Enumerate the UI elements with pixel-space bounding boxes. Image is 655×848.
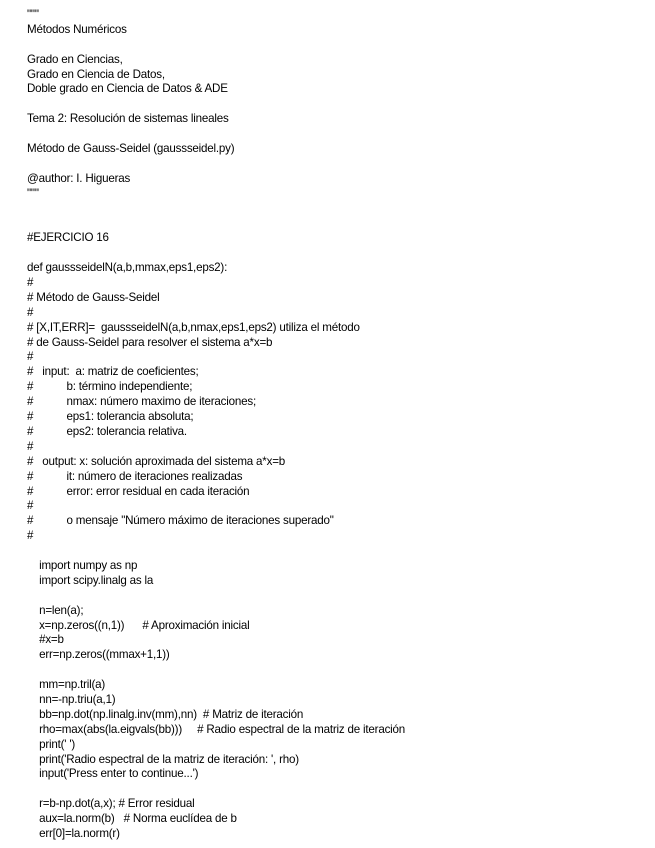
code-line: #x=b [27, 633, 64, 647]
code-line: # input: a: matriz de coeficientes; [27, 365, 199, 379]
code-line: # error: error residual en cada iteración [27, 484, 250, 498]
code-line: Métodos Numéricos [27, 22, 127, 36]
code-line: nn=-np.triu(a,1) [27, 692, 116, 706]
code-line [27, 157, 647, 172]
code-line [27, 97, 647, 112]
code-line: r=b-np.dot(a,x); # Error residual [27, 797, 195, 811]
code-line [27, 246, 647, 261]
code-line: # [27, 439, 34, 453]
code-line: # it: número de iteraciones realizadas [27, 469, 243, 483]
code-line: # eps1: tolerancia absoluta; [27, 410, 194, 424]
code-line: # [27, 499, 34, 513]
code-line: Grado en Ciencias, [27, 52, 123, 66]
code-line: # Método de Gauss-Seidel [27, 290, 160, 304]
code-line [27, 782, 647, 797]
code-line: Método de Gauss-Seidel (gaussseidel.py) [27, 142, 235, 156]
code-line [27, 663, 647, 678]
code-line: # [X,IT,ERR]= gaussseidelN(a,b,nmax,eps1,eps2) utiliza el método [27, 320, 360, 334]
code-line: # b: término independiente; [27, 380, 193, 394]
code-line: n=len(a); [27, 603, 84, 617]
code-line: Doble grado en Ciencia de Datos & ADE [27, 82, 228, 96]
code-line: x=np.zeros((n,1)) # Aproximación inicial [27, 618, 250, 632]
code-line [27, 127, 647, 142]
code-line: # nmax: número maximo de iteraciones; [27, 395, 257, 409]
code-line [27, 216, 647, 231]
code-line: # output: x: solución aproximada del sistema a*x=b [27, 454, 286, 468]
code-line: Grado en Ciencia de Datos, [27, 67, 165, 81]
code-line [27, 202, 647, 217]
code-line: # de Gauss-Seidel para resolver el sistema a*x=b [27, 335, 273, 349]
code-line: # [27, 305, 34, 319]
code-line: err[0]=la.norm(r) [27, 826, 120, 840]
code-line: print('Radio espectral de la matriz de iteración: ', rho) [27, 752, 299, 766]
code-line: import numpy as np [27, 558, 138, 572]
code-line: # [27, 276, 34, 290]
source-code-text [27, 8, 647, 842]
code-line: bb=np.dot(np.linalg.inv(mm),nn) # Matriz de iteración [27, 707, 304, 721]
code-line: # eps2: tolerancia relativa. [27, 424, 187, 438]
code-line [27, 544, 647, 559]
code-line: # o mensaje "Número máximo de iteraciones superado" [27, 514, 334, 528]
code-line: print(' ') [27, 737, 76, 751]
code-line: #EJERCICIO 16 [27, 231, 109, 245]
code-line: # [27, 529, 34, 543]
code-line: def gaussseidelN(a,b,mmax,eps1,eps2): [27, 261, 228, 275]
code-line: @author: I. Higueras [27, 171, 131, 185]
code-line: input('Press enter to continue...') [27, 767, 199, 781]
code-line [27, 38, 647, 53]
code-line: # [27, 350, 34, 364]
code-line: aux=la.norm(b) # Norma euclídea de b [27, 812, 237, 826]
code-line: """ [27, 186, 39, 200]
code-line: rho=max(abs(la.eigvals(bb))) # Radio espectral de la matriz de iteración [27, 722, 406, 736]
code-line: """ [27, 8, 39, 21]
code-line: mm=np.tril(a) [27, 678, 106, 692]
code-line: err=np.zeros((mmax+1,1)) [27, 648, 170, 662]
code-line: Tema 2: Resolución de sistemas lineales [27, 112, 229, 126]
code-line [27, 589, 647, 604]
code-line: import scipy.linalg as la [27, 573, 154, 587]
